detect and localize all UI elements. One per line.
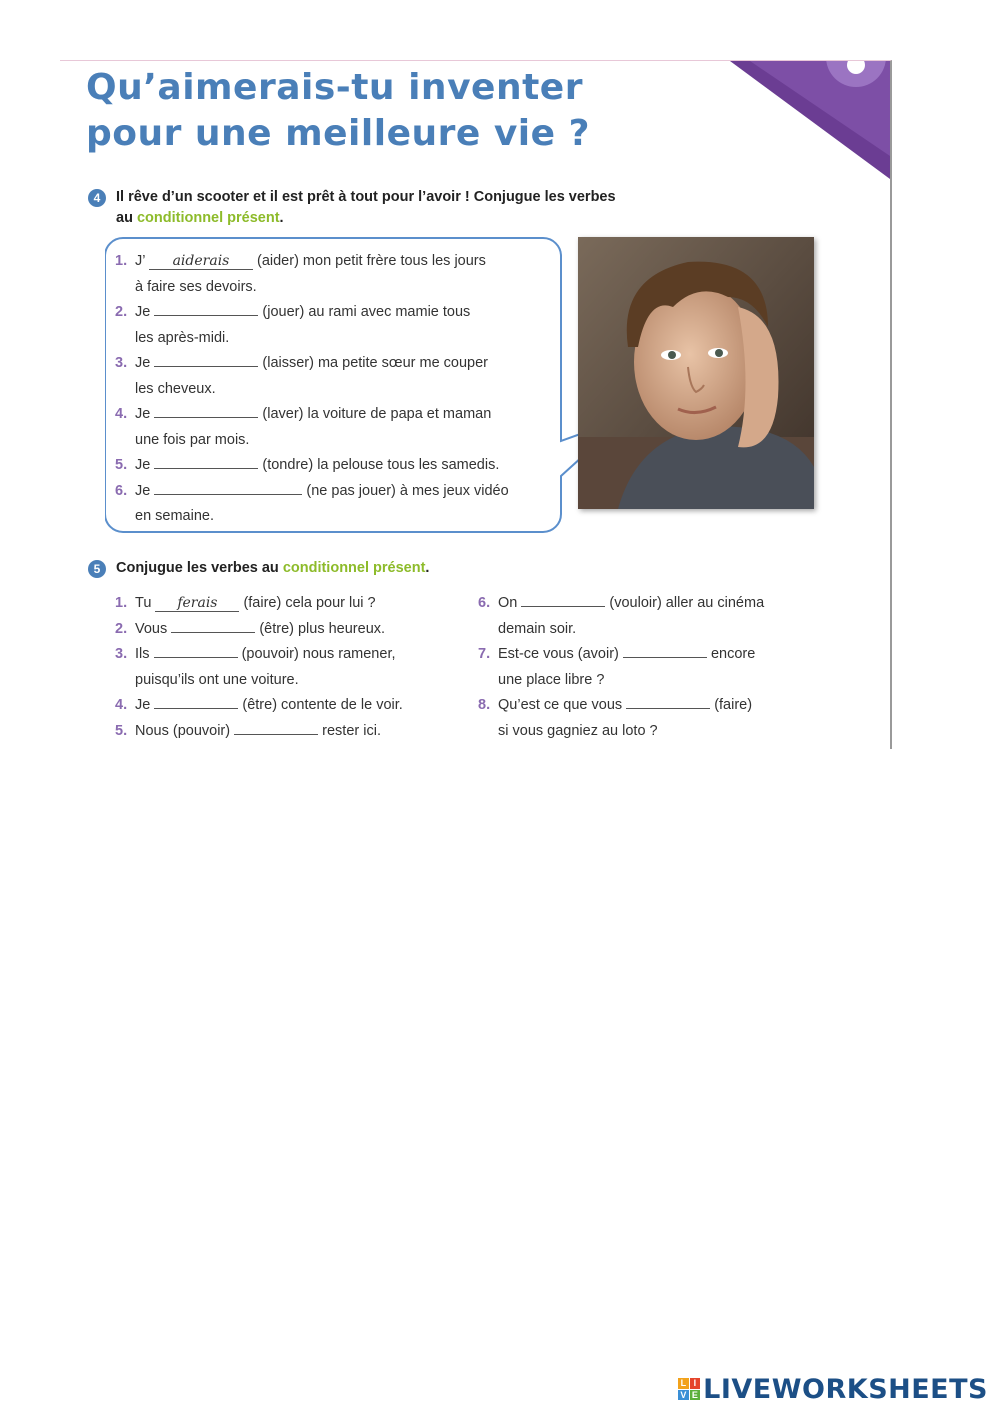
- exercise-item: [115, 719, 455, 745]
- item-number: 7.: [478, 646, 491, 662]
- exercise-5-right-column: [478, 591, 808, 744]
- item-continuation: une place libre ?: [498, 671, 605, 688]
- exercise-item: [115, 351, 555, 377]
- item-number: 2.: [115, 620, 128, 637]
- exercise-item: [115, 693, 455, 719]
- instruction-line-2: au conditionnel présent.: [116, 210, 284, 226]
- title-line-2: pour une meilleure vie ?: [86, 113, 590, 154]
- exercise-5-number: 5: [88, 560, 106, 578]
- answer-blank[interactable]: [521, 591, 605, 607]
- answer-blank[interactable]: [626, 693, 710, 709]
- item-continuation: une fois par mois.: [135, 431, 250, 448]
- item-prefix: Je: [135, 304, 151, 320]
- item-text: encore: [710, 646, 756, 662]
- item-text: (vouloir) aller au cinéma: [609, 595, 765, 611]
- item-number: 3.: [115, 646, 128, 662]
- item-text: (laver) la voiture de papa et maman: [262, 406, 492, 422]
- item-prefix: Je: [135, 355, 151, 371]
- item-continuation: en semaine.: [135, 508, 214, 524]
- exercise-item: [115, 402, 555, 428]
- item-prefix: Je: [135, 697, 151, 713]
- item-prefix: Tu: [135, 595, 152, 611]
- item-text: (être) contente de le voir.: [242, 697, 403, 713]
- corner-decoration: [730, 61, 890, 181]
- answer-blank[interactable]: ferais: [155, 596, 239, 612]
- item-prefix: Nous (pouvoir): [135, 722, 231, 739]
- item-text: (ne pas jouer) à mes jeux vidéo: [306, 482, 509, 499]
- item-number: 3.: [115, 355, 128, 371]
- answer-blank[interactable]: [154, 453, 258, 469]
- item-text: (laisser) ma petite sœur me couper: [262, 355, 489, 371]
- page-title: [86, 65, 590, 157]
- item-number: 1.: [115, 595, 128, 611]
- instruction-line-1: Il rêve d’un scooter et il est prêt à tout pour l’avoir ! Conjugue les verbes: [116, 189, 616, 205]
- item-prefix: Est-ce vous (avoir): [498, 646, 619, 662]
- answer-blank[interactable]: [154, 402, 258, 418]
- item-continuation: puisqu’ils ont une voiture.: [135, 671, 299, 688]
- exercise-item: [115, 479, 555, 505]
- exercise-5-instruction: Conjugue les verbes au conditionnel présent.: [116, 560, 430, 576]
- item-continuation: à faire ses devoirs.: [135, 278, 257, 295]
- item-text: (faire) cela pour lui ?: [243, 595, 376, 611]
- exercise-item: [478, 693, 808, 719]
- exercise-item: [115, 642, 455, 668]
- item-number: 4.: [115, 406, 128, 422]
- answer-blank[interactable]: [154, 479, 302, 495]
- exercise-4-instruction: [116, 187, 776, 229]
- item-continuation: si vous gagniez au loto ?: [498, 722, 658, 739]
- answer-blank[interactable]: [154, 642, 238, 658]
- item-prefix: Je: [135, 406, 151, 422]
- exercise-4-number: 4: [88, 189, 106, 207]
- item-number: 6.: [478, 595, 491, 611]
- answer-blank[interactable]: [154, 300, 258, 316]
- answer-blank[interactable]: [623, 642, 707, 658]
- item-text: (jouer) au rami avec mamie tous: [262, 304, 471, 320]
- item-text: (tondre) la pelouse tous les samedis.: [262, 457, 500, 473]
- exercise-item: [115, 591, 455, 617]
- item-prefix: Je: [135, 457, 151, 473]
- item-continuation: les après-midi.: [135, 329, 230, 346]
- item-prefix: Je: [135, 482, 151, 499]
- item-number: 4.: [115, 697, 128, 713]
- liveworksheets-logo-icon: L I V E: [678, 1378, 700, 1400]
- item-continuation: les cheveux.: [135, 380, 216, 397]
- exercise-item: [478, 642, 808, 668]
- item-prefix: Ils: [135, 646, 150, 662]
- item-number: 5.: [115, 457, 128, 473]
- exercise-item: [115, 617, 455, 643]
- item-number: 5.: [115, 722, 128, 739]
- item-text: rester ici.: [322, 722, 381, 739]
- boy-photo: [578, 237, 814, 509]
- item-number: 6.: [115, 482, 128, 499]
- answer-blank[interactable]: aiderais: [149, 254, 253, 270]
- answer-blank[interactable]: [171, 617, 255, 633]
- item-text: (pouvoir) nous ramener,: [241, 646, 396, 662]
- exercise-4-items: [115, 249, 555, 530]
- title-line-1: Qu’aimerais-tu inventer: [86, 67, 583, 108]
- item-prefix: J’: [135, 253, 145, 269]
- exercise-item: [478, 591, 808, 617]
- liveworksheets-brand: [678, 1374, 988, 1404]
- item-prefix: On: [498, 595, 518, 611]
- item-prefix: Qu’est ce que vous: [498, 697, 623, 713]
- exercise-5-left-column: [115, 591, 455, 744]
- item-number: 8.: [478, 697, 491, 713]
- item-continuation: demain soir.: [498, 620, 577, 637]
- item-number: 1.: [115, 253, 128, 269]
- exercise-item: [115, 453, 555, 479]
- exercise-item: [115, 249, 555, 275]
- item-text: (être) plus heureux.: [259, 620, 386, 637]
- answer-blank[interactable]: [234, 719, 318, 735]
- answer-blank[interactable]: [154, 693, 238, 709]
- exercise-item: [115, 300, 555, 326]
- item-prefix: Vous: [135, 620, 168, 637]
- item-text: (faire): [714, 697, 753, 713]
- instruction-highlight: conditionnel présent: [136, 210, 280, 226]
- answer-blank[interactable]: [154, 351, 258, 367]
- worksheet-page: [60, 60, 892, 749]
- item-number: 2.: [115, 304, 128, 320]
- item-text: (aider) mon petit frère tous les jours: [257, 253, 486, 269]
- instruction-highlight-5: conditionnel présent: [282, 560, 426, 576]
- brand-name: LIVEWORKSHEETS: [703, 1373, 988, 1405]
